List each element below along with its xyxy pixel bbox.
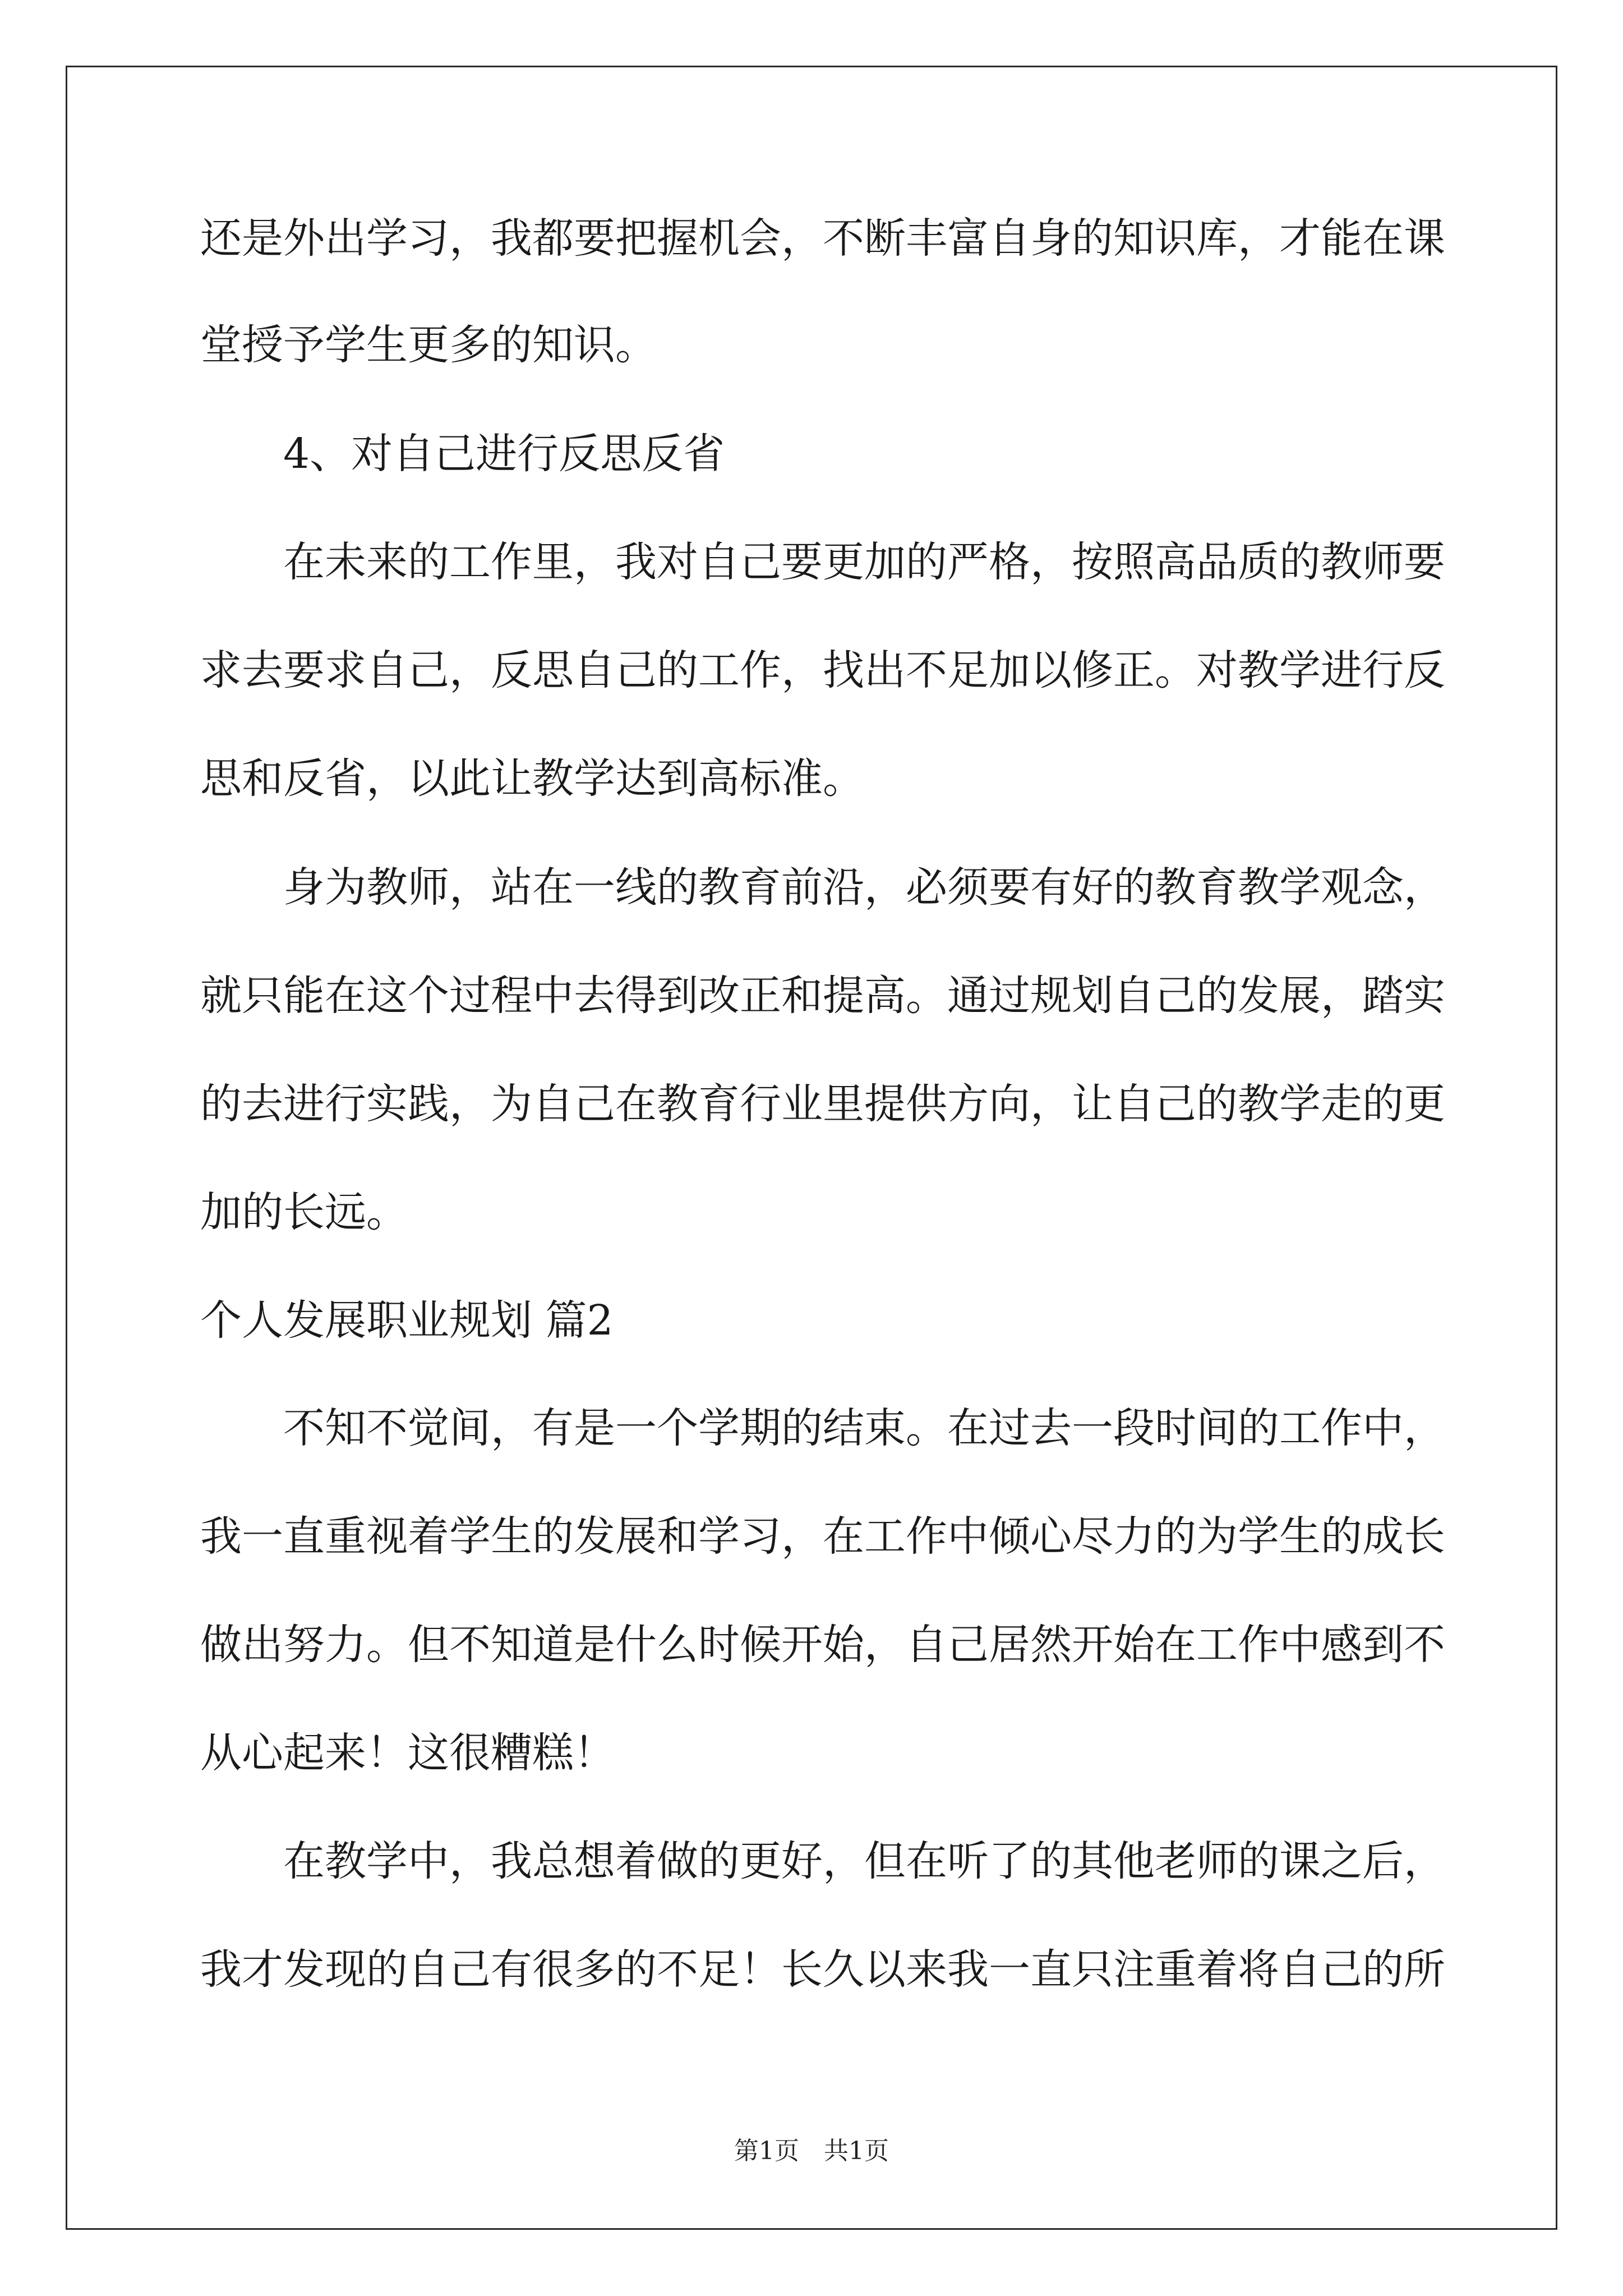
page-number: 第1页 [734,2137,799,2165]
text-line: 做出努力。但不知道是什么时候开始，自己居然开始在工作中感到不 [200,1621,1445,1669]
text-line: 不知不觉间，有是一个学期的结束。在过去一段时间的工作中， [283,1404,1445,1452]
page-border [66,66,1557,2230]
text-line: 思和反省，以此让教学达到高标准。 [200,754,864,803]
text-line: 求去要求自己，反思自己的工作，找出不足加以修正。对教学进行反 [200,646,1445,694]
text-line: 从心起来！这很糟糕！ [200,1729,615,1777]
text-line: 我才发现的自己有很多的不足！长久以来我一直只注重着将自己的所 [200,1945,1445,1994]
text-line: 加的长远。 [200,1188,408,1236]
article-title: 个人发展职业规划 篇2 [200,1296,614,1345]
text-line: 身为教师，站在一线的教育前沿，必须要有好的教育教学观念， [283,863,1445,912]
text-line: 的去进行实践，为自己在教育行业里提供方向，让自己的教学走的更 [200,1080,1445,1128]
text-line: 我一直重视着学生的发展和学习，在工作中倾心尽力的为学生的成长 [200,1512,1445,1561]
text-line: 还是外出学习，我都要把握机会，不断丰富自身的知识库，才能在课 [200,214,1445,263]
page-footer [0,2134,1623,2168]
text-line: 在教学中，我总想着做的更好，但在听了的其他老师的课之后， [283,1837,1445,1885]
text-line: 堂授予学生更多的知识。 [200,321,657,369]
section-heading: 4、对自己进行反思反省 [283,430,725,478]
text-line: 在未来的工作里，我对自己要更加的严格，按照高品质的教师要 [283,538,1445,586]
page-total: 共1页 [824,2137,889,2165]
text-line: 就只能在这个过程中去得到改正和提高。通过规划自己的发展，踏实 [200,972,1445,1020]
